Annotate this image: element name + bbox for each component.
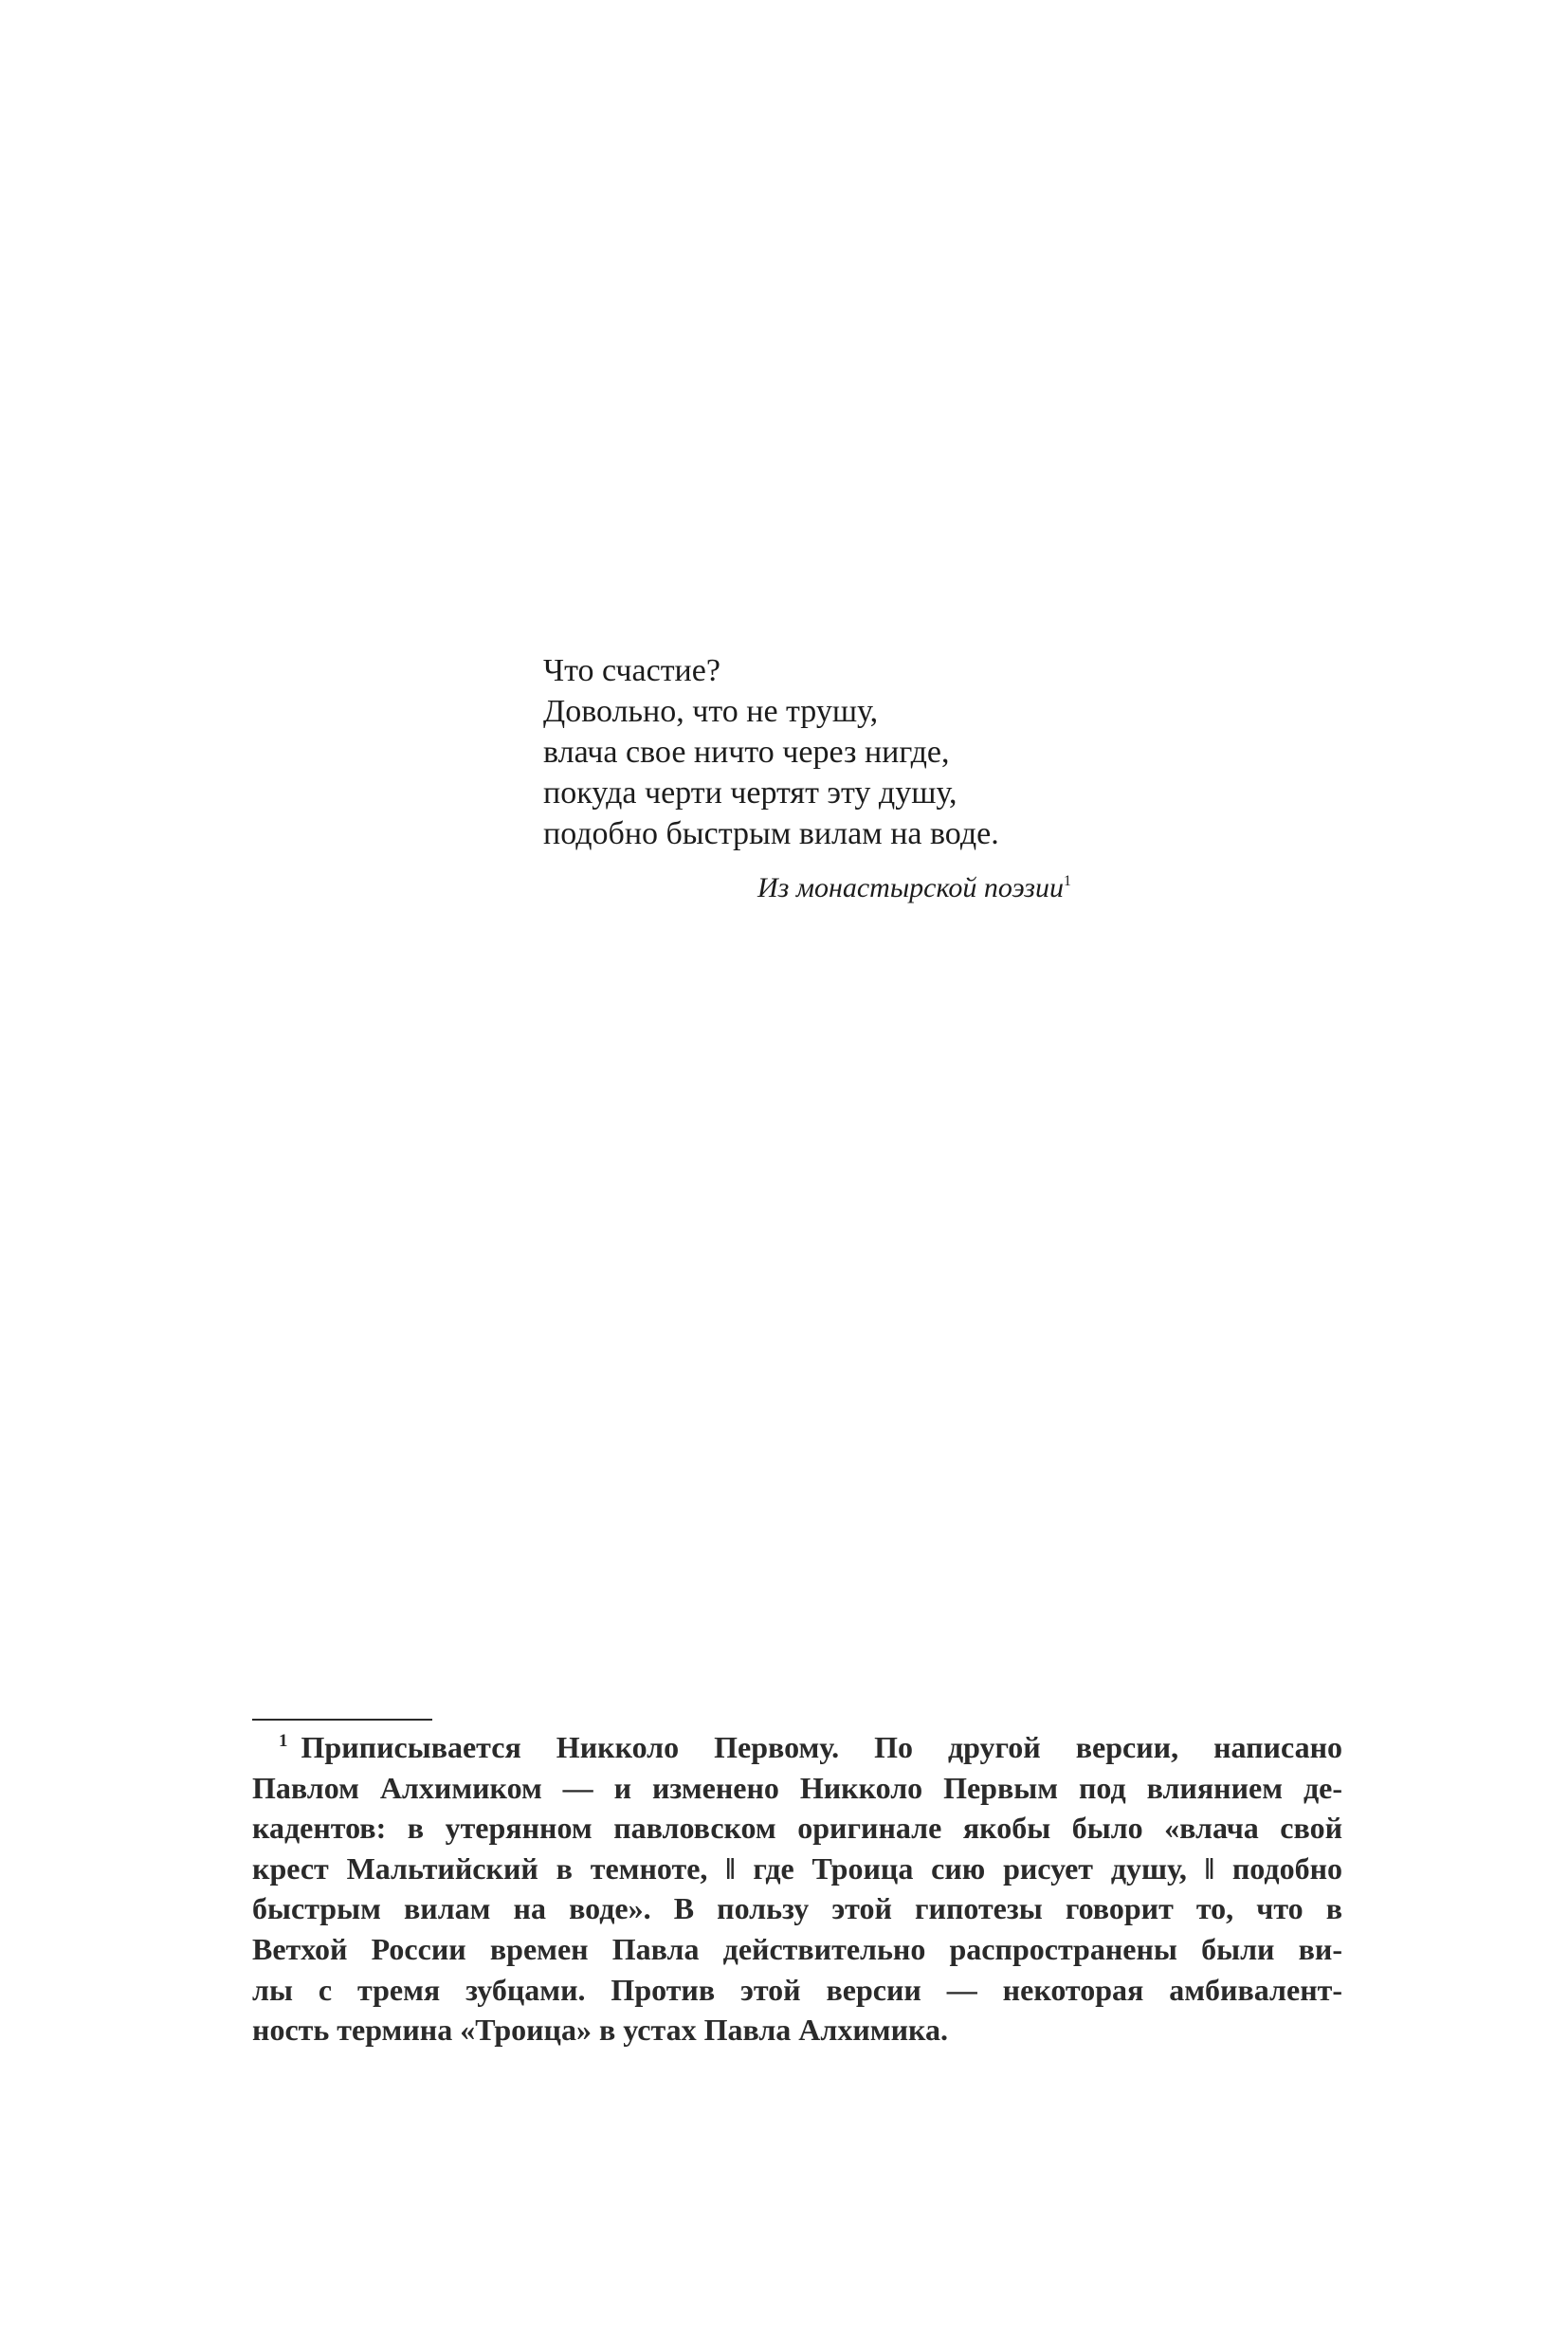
footnote-line: быстрым вилам на воде». В пользу этой гипотезы говорит то, что в (252, 1891, 1342, 1926)
footnote-line: крест Мальтийский в темноте, ‖ где Троица сию рисует душу, ‖ подобно (252, 1850, 1342, 1886)
attribution-text: Из монастырской поэзии (757, 872, 1064, 903)
footnote-reference[interactable]: 1 (1064, 873, 1071, 889)
footnote-line: кадентов: в утерянном павловском оригинале якобы было «влача свой (252, 1811, 1342, 1846)
footnote-line: Ветхой России времен Павла действительно распространены были ви- (252, 1931, 1342, 1966)
footnote-line: ность термина «Троица» в устах Павла Алхимика. (252, 2013, 948, 2048)
verse-line: Довольно, что не трушу, (543, 694, 879, 729)
footnote-marker: 1 (279, 1731, 288, 1751)
footnote-text: Приписывается Никколо Первому. По другой версии, написано (301, 1730, 1342, 1764)
epigraph (543, 650, 1074, 854)
footnote (252, 1727, 1342, 2050)
footnote-line (252, 1727, 1342, 1768)
verse-line: влача свое ничто через нигде, (543, 735, 950, 770)
verse-line: Что счастие? (543, 653, 720, 688)
verse-line: подобно быстрым вилам на воде. (543, 816, 999, 851)
footnote-divider (252, 1719, 432, 1721)
verse-line: покуда черти чертят эту душу, (543, 775, 957, 811)
footnote-line: Павлом Алхимиком — и изменено Никколо Первым под влиянием де- (252, 1770, 1342, 1805)
epigraph-attribution (543, 872, 1071, 904)
footnote-line: лы с тремя зубцами. Против этой версии — некоторая амбивалент- (252, 1972, 1342, 2007)
